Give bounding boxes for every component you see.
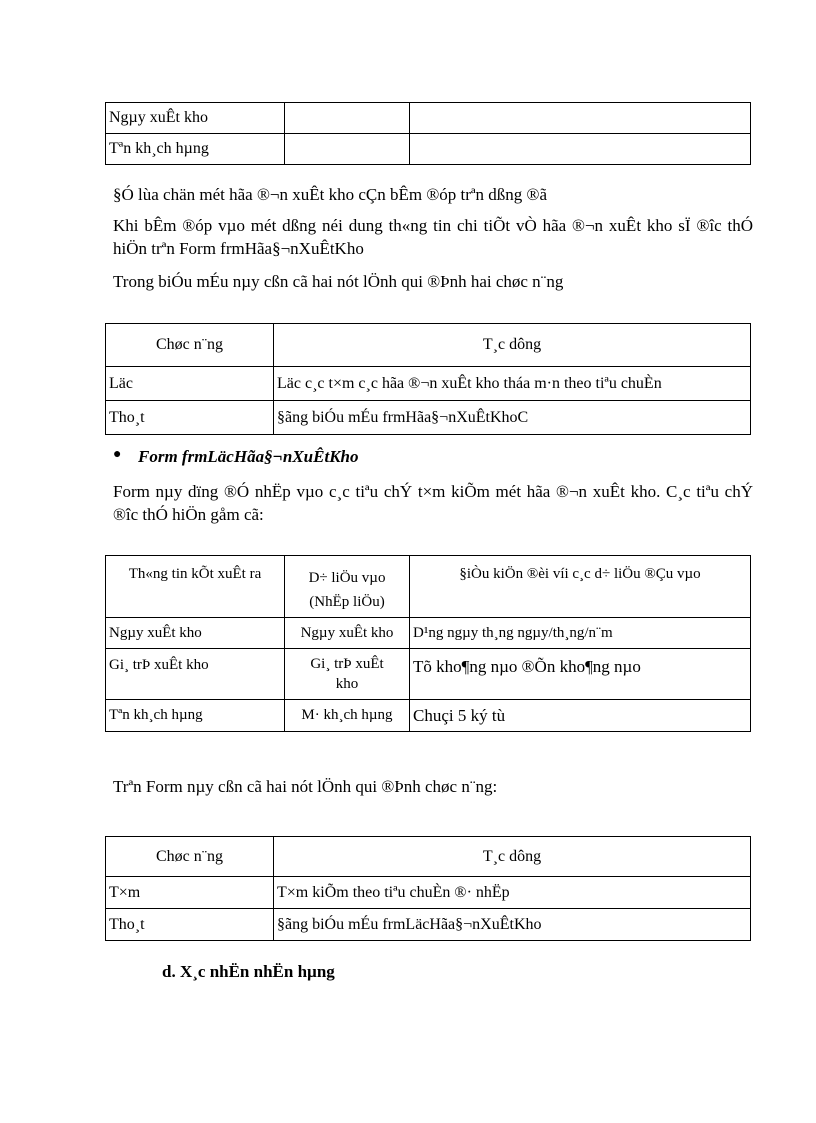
table-cell: T×m [106,877,274,909]
table-row [106,103,751,134]
table-row [106,401,751,435]
table-row [106,649,751,700]
table-cell: §ãng biÓu mÉu frmHãa§¬nXuÊtKhoC [274,401,751,435]
table-header-row [106,556,751,618]
table-header-row [106,837,751,877]
table-row [106,367,751,401]
table-1 [105,102,751,165]
table-row [106,909,751,941]
table-cell: Tho¸t [106,401,274,435]
table-row [106,877,751,909]
paragraph: §Ó lùa chän mét hãa ®¬n xuÊt kho cÇn bÊm ®óp trªn dßng ®ã [113,185,548,204]
paragraph: Trong biÓu mÉu nµy cßn cã hai nót lÖnh qui ®Þnh hai chøc n¨ng [113,272,564,291]
table-cell [285,134,410,165]
table-4 [105,836,751,941]
paragraph: Trªn Form nµy cßn cã hai nót lÖnh qui ®Þnh chøc n¨ng: [113,777,498,796]
table-cell: Läc [106,367,274,401]
table-row [106,700,751,732]
table-cell: Chuçi 5 ký tù [410,700,751,732]
column-header: T¸c dông [274,837,751,877]
table-header-row [106,324,751,367]
table-row [106,134,751,165]
table-cell: Tªn kh¸ch hµng [106,700,285,732]
table-3 [105,555,751,732]
table-cell: D¹ng ngµy th¸ng ngµy/th¸ng/n¨m [410,618,751,649]
table-cell: Tªn kh¸ch hµng [106,134,285,165]
table-cell: Ngµy xuÊt kho [106,618,285,649]
paragraph: Khi bÊm ®óp vµo mét dßng néi dung th«ng tin chi tiÕt vÒ hãa ®¬n xuÊt kho sÏ ®îc thÓ hiÖn trªn Form frmHãa§¬nXuÊtKho [113,216,753,258]
table-cell: T×m kiÕm theo tiªu chuÈn ®· nhËp [274,877,751,909]
column-header: Chøc n¨ng [106,837,274,877]
column-header: D÷ liÖu vµo (NhËp liÖu) [285,556,410,618]
column-header: Chøc n¨ng [106,324,274,367]
table-cell: Gi¸ trÞ xuÊt kho [285,649,410,700]
table-cell: M· kh¸ch hµng [285,700,410,732]
paragraph: Form nµy dïng ®Ó nhËp vµo c¸c tiªu chÝ t×m kiÕm mét hãa ®¬n xuÊt kho. C¸c tiªu chÝ ®îc thÓ hiÖn gåm cã: [113,482,753,524]
section-title: Form frmLäcHãa§¬nXuÊtKho [138,447,359,466]
table-cell: Tho¸t [106,909,274,941]
table-cell [410,134,751,165]
table-cell: Ngµy xuÊt kho [106,103,285,134]
bullet-icon: ● [113,447,122,462]
table-cell: Gi¸ trÞ xuÊt kho [106,649,285,700]
table-row [106,618,751,649]
table-cell: Tõ kho¶ng nµo ®Õn kho¶ng nµo [410,649,751,700]
column-header: T¸c dông [274,324,751,367]
column-header: §iÒu kiÖn ®èi víi c¸c d÷ liÖu ®Çu vµo [410,556,751,618]
column-header: Th«ng tin kÕt xuÊt ra [106,556,285,618]
table-cell [410,103,751,134]
table-cell [285,103,410,134]
table-2 [105,323,751,435]
table-cell: Ngµy xuÊt kho [285,618,410,649]
section-heading: d. X¸c nhËn nhËn hµng [162,962,335,981]
table-cell: §ãng biÓu mÉu frmLäcHãa§¬nXuÊtKho [274,909,751,941]
table-cell: Läc c¸c t×m c¸c hãa ®¬n xuÊt kho tháa m·n theo tiªu chuÈn [274,367,751,401]
